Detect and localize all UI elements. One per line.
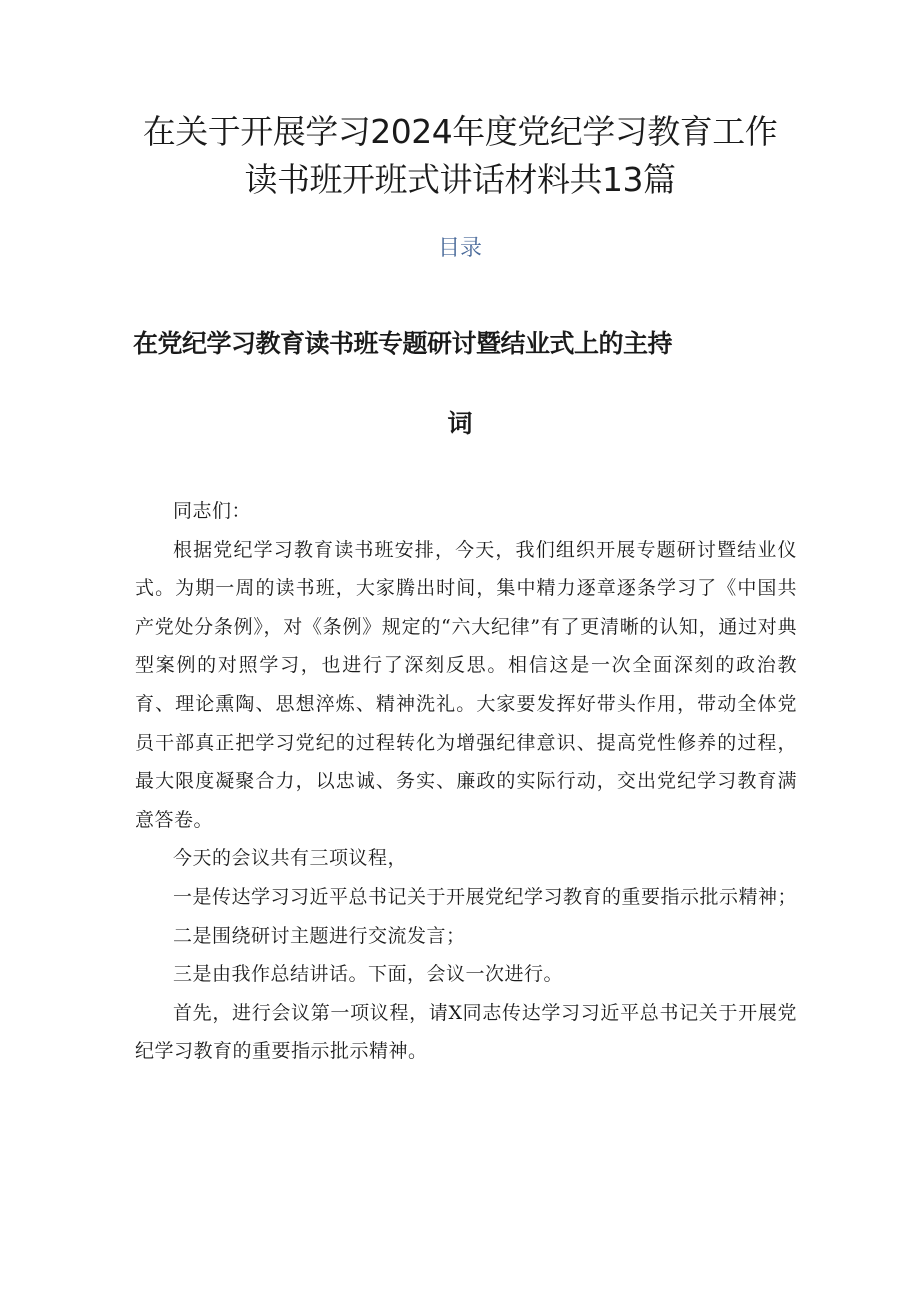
toc-heading[interactable]: 目录: [437, 236, 482, 261]
paragraph-agenda-item-1: 一是传达学习习近平总书记关于开展党纪学习教育的重要指示批示精神；: [173, 885, 798, 908]
paragraph-salutation: 同志们：: [173, 500, 252, 522]
document-body: [135, 492, 797, 1071]
paragraph-first-item: 首先，进行会议第一项议程，请X同志传达学习习近平总书记关于开展党纪学习教育的重要指示批示精神。: [135, 1001, 797, 1063]
paragraph-agenda-item-3: 三是由我作总结讲话。下面，会议一次进行。: [173, 963, 564, 986]
paragraph-intro: 根据党纪学习教育读书班安排，今天，我们组织开展专题研讨暨结业仪式。为期一周的读书班，大家腾出时间，集中精力逐章逐条学习了《中国共产党处分条例》，对《条例》规定的“六大纪律”有了更清晰的认知，通过对典型案例的对照学习，也进行了深刻反思。相信这是一次全面深刻的政治教育、理论熏陶、思想淬炼、精神洗礼。大家要发挥好带头作用，带动全体党员干部真正把学习党纪的过程转化为增强纪律意识、提高党性修养的过程，最大限度凝聚合力，以忠诚、务实、廉政的实际行动，交出党纪学习教育满意答卷。: [135, 538, 797, 831]
document-title: 在关于开展学习2024年度党纪学习教育工作读书班开班式讲话材料共13篇: [142, 112, 778, 199]
paragraph-agenda-item-2: 二是围绕研讨主题进行交流发言；: [173, 924, 466, 947]
section-title: 在党纪学习教育读书班专题研讨暨结业式上的主持: [133, 329, 673, 358]
paragraph-agenda: 今天的会议共有三项议程，: [173, 847, 408, 870]
section-title-continuation: 词: [447, 409, 473, 438]
